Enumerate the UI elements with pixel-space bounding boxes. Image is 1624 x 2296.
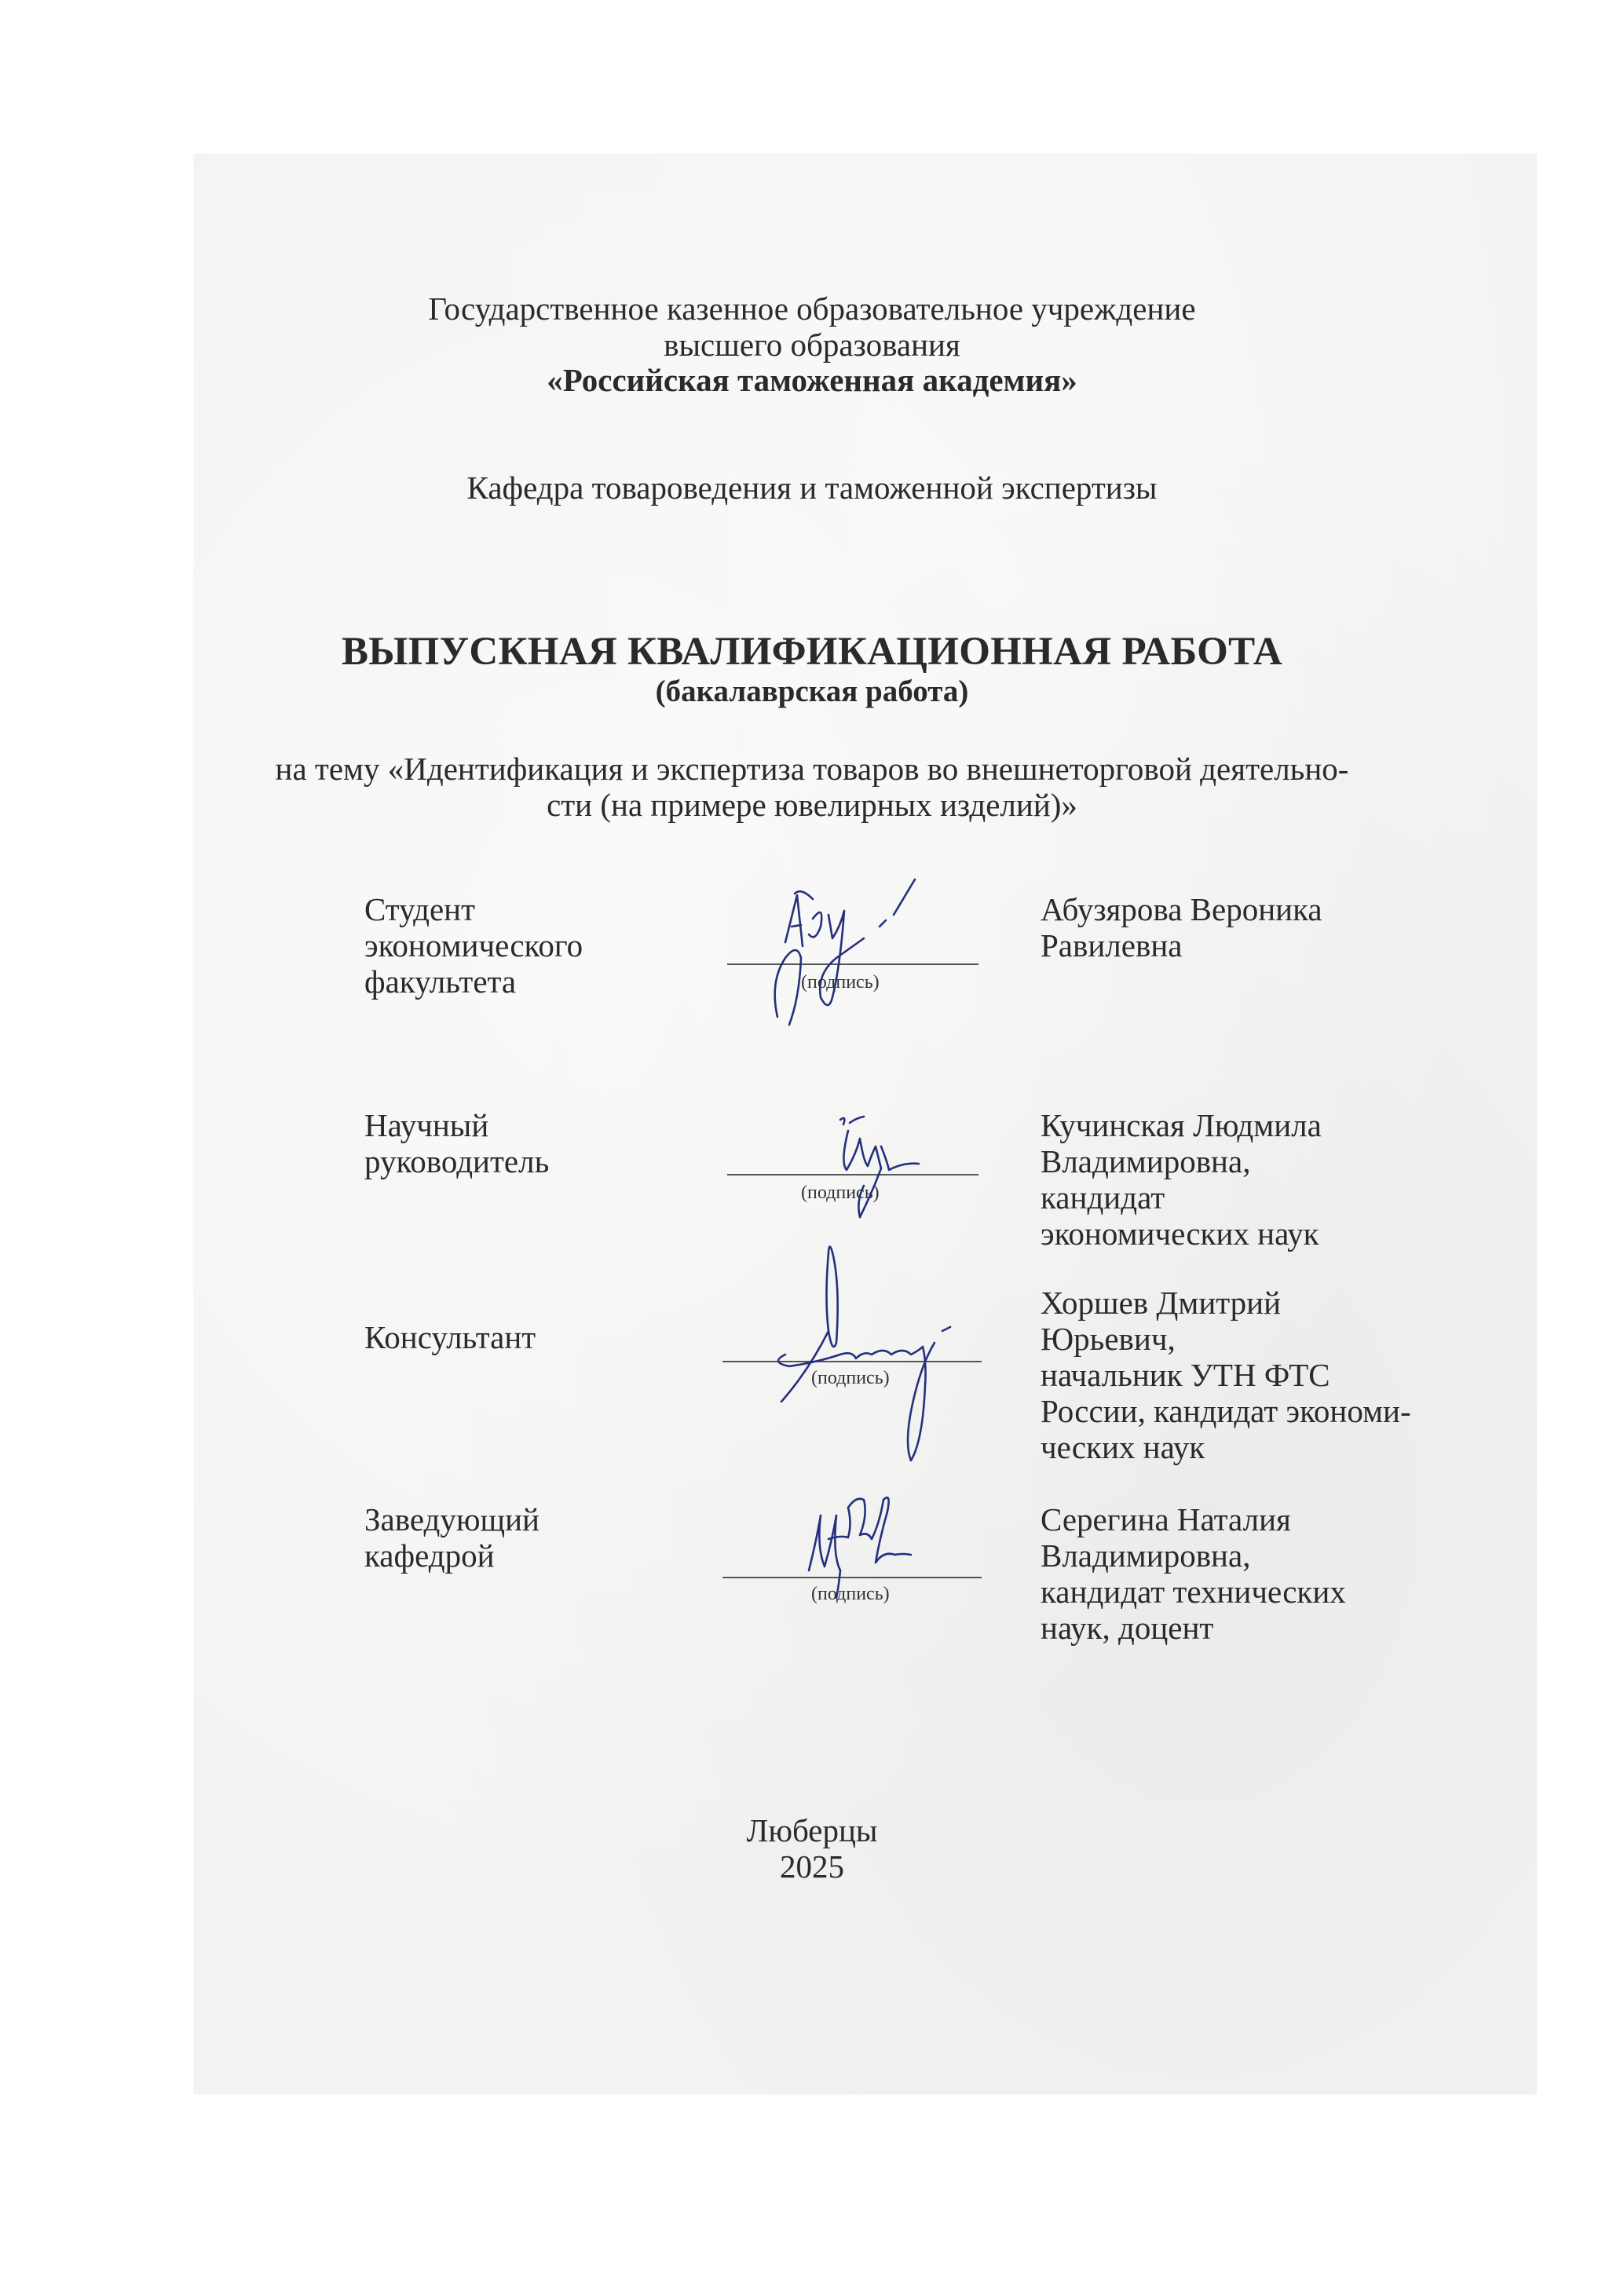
name-line: Серегина Наталия [1041,1501,1291,1537]
signature-caption: (подпись) [801,1183,880,1203]
role-line: Консультант [364,1319,536,1355]
role-line: Научный [364,1107,489,1143]
name-line: Владимировна, [1041,1143,1251,1179]
name-line: Юрьевич, [1041,1321,1176,1357]
name-line: ческих наук [1041,1429,1205,1465]
name-line: начальник УТН ФТС [1041,1357,1330,1393]
name-line: Равилевна [1041,927,1183,963]
city: Люберцы [746,1812,878,1848]
handwritten-signature [754,872,942,1036]
name-line: Хоршев Дмитрий [1041,1285,1282,1321]
name-line: Владимировна, [1041,1537,1251,1574]
role-line: факультета [364,963,517,1000]
topic-line-1: на тему «Идентификация и экспертиза товаров во внешнеторговой деятельно- [275,751,1349,787]
document-type: (бакалаврская работа) [655,675,969,708]
name-line: экономических наук [1041,1216,1319,1252]
department-name: Кафедра товароведения и таможенной экспертизы [466,470,1158,506]
role-line: Студент [364,891,476,927]
role-line: экономического [364,927,583,963]
role-line: кафедрой [364,1537,495,1574]
topic-line-2: сти (на примере ювелирных изделий)» [547,787,1077,823]
signature-caption: (подпись) [811,1368,890,1388]
name-line: кандидат технических [1041,1574,1346,1610]
name-line: России, кандидат экономи- [1041,1393,1411,1429]
role-line: Заведующий [364,1501,540,1537]
document-title: ВЫПУСКНАЯ КВАЛИФИКАЦИОННАЯ РАБОТА [341,630,1283,674]
year: 2025 [780,1848,844,1885]
institution-name: «Российская таможенная академия» [547,362,1077,398]
name-line: Кучинская Людмила [1041,1107,1322,1143]
institution-line-1: Государственное казенное образовательное учреждение [428,291,1196,327]
name-line: наук, доцент [1041,1610,1214,1646]
handwritten-signature [754,1237,1005,1464]
name-line: кандидат [1041,1179,1165,1216]
role-line: руководитель [364,1143,550,1179]
signature-caption: (подпись) [801,972,880,993]
handwritten-signature [832,1115,950,1233]
institution-line-2: высшего образования [664,327,960,363]
handwritten-signature [793,1492,950,1602]
signature-caption: (подпись) [811,1584,890,1604]
name-line: Абузярова Вероника [1041,891,1322,927]
